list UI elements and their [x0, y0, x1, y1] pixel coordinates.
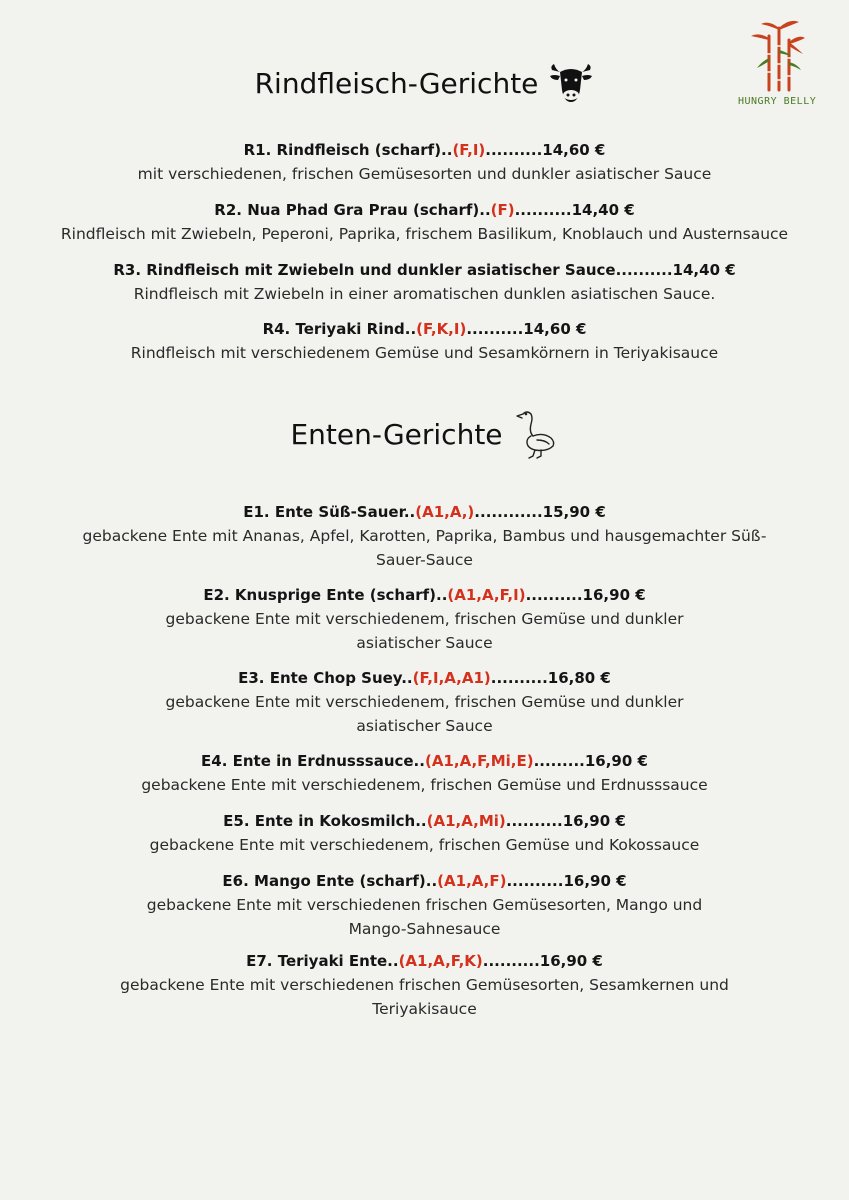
item-description: Rindfleisch mit verschiedenem Gemüse und Sesamkörnern in Teriyakisauce — [130, 344, 719, 362]
item-description: gebackene Ente mit verschiedenem, frischen Gemüse und Kokossauce — [149, 836, 700, 854]
item-price: ..........14,60 € — [466, 320, 587, 338]
item-price: ..........16,90 € — [505, 812, 626, 830]
item-price: ..........16,90 € — [482, 952, 603, 970]
item-title — [0, 317, 849, 341]
allergen-codes: (F,I) — [452, 141, 486, 159]
duck-section-title: Enten-Gerichte — [290, 417, 503, 451]
menu-item-e4 — [0, 749, 849, 797]
allergen-codes: (A1,A,Mi) — [426, 812, 506, 830]
item-name: E3. Ente Chop Suey.. — [238, 669, 413, 687]
item-name: E7. Teriyaki Ente.. — [246, 952, 399, 970]
item-title — [0, 666, 849, 690]
allergen-codes: (F) — [490, 201, 515, 219]
item-title — [0, 583, 849, 607]
menu-item-r2 — [0, 198, 849, 246]
item-name: E4. Ente in Erdnusssauce.. — [201, 752, 425, 770]
item-price: ............15,90 € — [474, 503, 606, 521]
item-price: ..........14,40 € — [615, 261, 736, 279]
menu-item-e3 — [0, 666, 849, 738]
item-description: gebackene Ente mit verschiedenen frischen Gemüsesorten, Sesamkernen und Teriyakisauce — [120, 976, 729, 1018]
menu-item-r1 — [0, 138, 849, 186]
logo-text: HUNGRY BELLY — [738, 96, 817, 107]
item-description: Rindfleisch mit Zwiebeln, Peperoni, Paprika, frischem Basilikum, Knoblauch und Austernsauce — [60, 225, 789, 243]
item-price: ..........16,90 € — [525, 586, 646, 604]
allergen-codes: (A1,A,F,Mi,E) — [424, 752, 534, 770]
allergen-codes: (A1,A,F) — [437, 872, 507, 890]
beef-section-title-row — [0, 62, 849, 104]
item-description: gebackene Ente mit Ananas, Apfel, Karotten, Paprika, Bambus und hausgemachter Süß-Sauer-Sauce — [82, 527, 767, 569]
item-name: E1. Ente Süß-Sauer.. — [243, 503, 416, 521]
cow-head-icon — [548, 62, 594, 104]
item-description: mit verschiedenen, frischen Gemüsesorten und dunkler asiatischer Sauce — [137, 165, 712, 183]
allergen-codes: (F,K,I) — [416, 320, 467, 338]
item-title — [0, 869, 849, 893]
item-name: R2. Nua Phad Gra Prau (scharf).. — [214, 201, 491, 219]
item-price: .........16,90 € — [533, 752, 648, 770]
item-price: ..........16,80 € — [490, 669, 611, 687]
beef-section-title: Rindfleisch-Gerichte — [254, 66, 539, 100]
menu-item-e5 — [0, 809, 849, 857]
duck-icon — [513, 408, 559, 460]
allergen-codes: (F,I,A,A1) — [412, 669, 491, 687]
item-description: gebackene Ente mit verschiedenem, frischen Gemüse und Erdnusssauce — [141, 776, 708, 794]
allergen-codes: (A1,A,F,K) — [398, 952, 483, 970]
allergen-codes: (A1,A,) — [415, 503, 475, 521]
item-name: R1. Rindfleisch (scharf).. — [243, 141, 453, 159]
item-description: gebackene Ente mit verschiedenem, frischen Gemüse und dunkler asiatischer Sauce — [165, 693, 684, 735]
item-title — [0, 949, 849, 973]
item-name: E6. Mango Ente (scharf).. — [222, 872, 438, 890]
menu-item-e1 — [0, 500, 849, 572]
item-price: ..........14,40 € — [514, 201, 635, 219]
item-title — [0, 749, 849, 773]
item-name: E2. Knusprige Ente (scharf).. — [203, 586, 448, 604]
item-name: R4. Teriyaki Rind.. — [262, 320, 417, 338]
item-title — [0, 258, 849, 282]
item-title — [0, 500, 849, 524]
menu-item-e2 — [0, 583, 849, 655]
item-price: ..........16,90 € — [506, 872, 627, 890]
item-description: Rindfleisch mit Zwiebeln in einer aromatischen dunklen asiatischen Sauce. — [133, 285, 716, 303]
menu-item-e7 — [0, 949, 849, 1021]
item-price: ..........14,60 € — [485, 141, 606, 159]
item-description: gebackene Ente mit verschiedenem, frischen Gemüse und dunkler asiatischer Sauce — [165, 610, 684, 652]
item-title — [0, 809, 849, 833]
item-name: R3. Rindfleisch mit Zwiebeln und dunkler asiatischer Sauce — [113, 261, 616, 279]
item-description: gebackene Ente mit verschiedenen frischen Gemüsesorten, Mango und Mango-Sahnesauce — [146, 896, 703, 938]
duck-section-title-row — [0, 408, 849, 460]
menu-item-r4 — [0, 317, 849, 365]
allergen-codes: (A1,A,F,I) — [447, 586, 526, 604]
item-name: E5. Ente in Kokosmilch.. — [223, 812, 427, 830]
menu-item-e6 — [0, 869, 849, 941]
item-title — [0, 198, 849, 222]
menu-item-r3 — [0, 258, 849, 306]
item-title — [0, 138, 849, 162]
